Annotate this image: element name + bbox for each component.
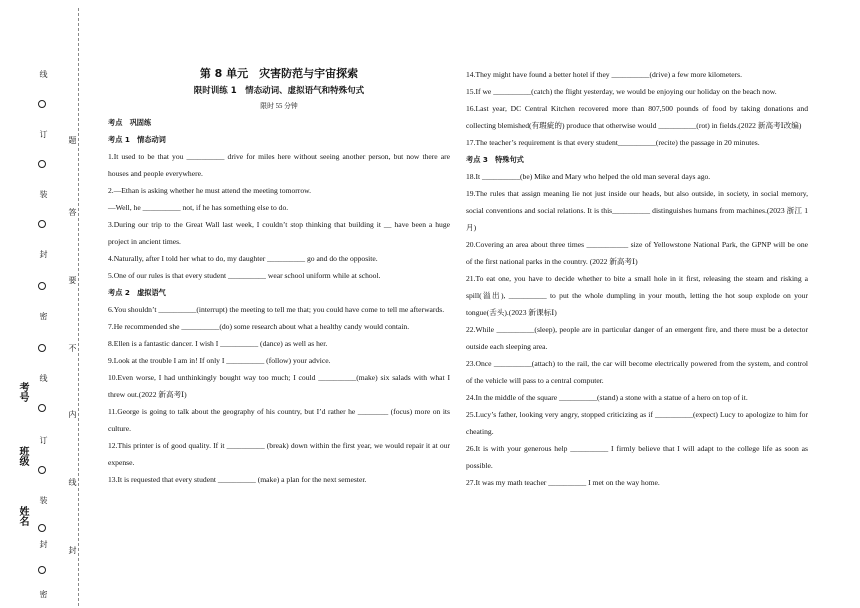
question-item: 17.The teacher’s requirement is that every student__________(recite) the passage in 20 minutes. [466,138,760,147]
margin-note: 内 [68,410,77,418]
question-item: 21.To eat one, you have to decide whether to bite a small hole in it first, releasing the steam and risking a spill(溢出), __________ to put the whole dumpling in your mouth, letting the hot soup explode on your tongue(舌头).(2023 新课标Ⅰ) [466,274,808,317]
question-item: 18.It __________(be) Mike and Mary who helped the old man several days ago. [466,172,711,181]
question-item: 8.Ellen is a fantastic dancer. I wish I __________ (dance) as well as her. [108,339,328,348]
margin-note: 线 [68,478,77,486]
name-field: 姓名 [17,506,28,526]
question-item: —Well, he __________ not, if he has something else to do. [108,203,289,212]
question-item: 16.Last year, DC Central Kitchen recovered more than 807,500 pounds of food by taking donations and collecting blemished(有瑕疵的) produce that otherwise would __________(rot) in fields.(2022 新高考Ⅰ改编) [466,104,808,130]
margin-label: 装 [39,496,48,504]
binding-hole [38,160,46,168]
question-item: 3.During our trip to the Great Wall last week, I couldn’t stop thinking that building it __ have been a huge project in ancient times. [108,220,450,246]
section-heading: 考点 1 情态动词 [108,135,166,144]
margin-note: 答 [68,208,77,216]
margin-label: 装 [39,190,48,198]
margin-note: 不 [68,344,77,352]
question-item: 7.He recommended she __________(do) some research about what a healthy candy would contain. [108,322,410,331]
question-item: 25.Lucy’s father, looking very angry, stopped criticizing as if __________(expect) Lucy to apologize to him for cheating. [466,410,808,436]
question-item: 4.Naturally, after I told her what to do, my daughter __________ go and do the opposite. [108,254,378,263]
margin-label: 密 [39,590,48,598]
section-heading: 考点 巩固练 [108,118,152,127]
page-subtitle: 限时训练 1 情态动词、虚拟语气和特殊句式 [193,86,365,96]
question-item: 15.If we __________(catch) the flight yesterday, we would be enjoying our holiday on the beach now. [466,87,777,96]
section-heading: 考点 2 虚拟语气 [108,288,166,297]
margin-note: 题 [68,136,77,144]
right-question-list [466,66,808,491]
margin-note: 封 [68,546,77,554]
question-item: 10.Even worse, I had unthinkingly bought way too much; I could __________(make) six salads with what I threw out.(2022 新高考Ⅰ) [108,373,450,399]
binding-hole [38,220,46,228]
margin-label: 密 [39,312,48,320]
time-limit: 限时 55 分钟 [260,103,298,110]
class-field: 班级 [17,446,28,466]
question-item: 9.Look at the trouble I am in! If only I __________ (follow) your advice. [108,356,331,365]
question-item: 26.It is with your generous help __________ I firmly believe that I will adapt to the college life as soon as possible. [466,444,808,470]
binding-hole [38,566,46,574]
left-column [108,66,450,488]
margin-label: 封 [39,540,48,548]
binding-hole [38,524,46,532]
question-item: 11.George is going to talk about the geography of his country, but I’d rather he ________ (focus) more on its culture. [108,407,450,433]
question-item: 14.They might have found a better hotel if they __________(drive) a few more kilometers. [466,70,743,79]
question-item: 27.It was my math teacher __________ I met on the way home. [466,478,660,487]
binding-hole [38,282,46,290]
question-item: 22.While __________(sleep), people are in particular danger of an emergent fire, and there must be a detector outside each sleeping area. [466,325,808,351]
section-heading: 考点 3 特殊句式 [466,155,524,164]
binding-hole [38,466,46,474]
question-item: 19.The rules that assign meaning lie not just inside our heads, but also outside, in society, in social memory, social conventions and social relations. It is this__________ distinguishes humans from machines.(2023 浙江 1 月) [466,189,808,232]
margin-label: 订 [39,436,48,444]
question-item: 24.In the middle of the square __________(stand) a stone with a statue of a hero on top of it. [466,393,748,402]
page-title: 第 8 单元 灾害防范与宇宙探索 [199,67,359,80]
margin-label: 线 [39,70,48,78]
margin-note: 要 [68,276,77,284]
left-question-list [108,114,450,488]
question-item: 2.—Ethan is asking whether he must attend the meeting tomorrow. [108,186,312,195]
question-item: 6.You shouldn’t __________(interrupt) the meeting to tell me that; you could have come to tell me afterwards. [108,305,445,314]
question-item: 20.Covering an area about three times ___________ size of Yellowstone National Park, the GPNP will be one of the first national parks in the country. (2022 新高考Ⅰ) [466,240,808,266]
question-item: 1.It used to be that you __________ drive for miles here without seeing another person, but now there are houses and people everywhere. [108,152,450,178]
right-column [466,66,808,491]
exam-number-field: 考号 [17,382,28,402]
binding-hole [38,344,46,352]
cut-line-dashed [78,8,79,606]
question-item: 23.Once __________(attach) to the rail, the car will become electrically powered from the system, and control of the vehicle will pass to a central computer. [466,359,808,385]
question-item: 5.One of our rules is that every student __________ wear school uniform while at school. [108,271,381,280]
binding-hole [38,404,46,412]
margin-label: 封 [39,250,48,258]
margin-label: 线 [39,374,48,382]
binding-hole [38,100,46,108]
question-item: 12.This printer is of good quality. If it __________ (break) down within the first year, we would repair it at our expense. [108,441,450,467]
question-item: 13.It is requested that every student __________ (make) a plan for the next semester. [108,475,367,484]
margin-label: 订 [39,130,48,138]
